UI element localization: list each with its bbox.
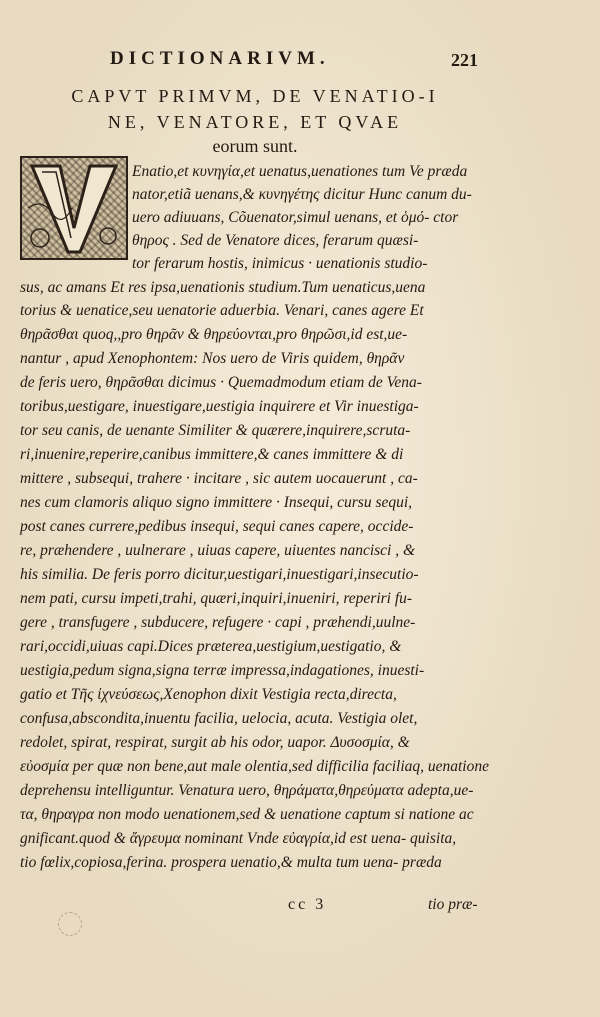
decorated-initial-v	[20, 156, 128, 260]
text-line: sus, ac amans Et res ipsa,uenationis studium.Tum uenaticus,uena	[20, 279, 426, 296]
text-line: uestigia,pedum signa,signa terræ impressa,indagationes, inuesti-	[20, 662, 425, 679]
text-line: rari,occidi,uiuas capi.Dices præterea,uestigium,uestigatio, &	[20, 638, 402, 655]
text-line: θηρος . Sed de Venatore dices, ferarum quæsi-	[132, 232, 419, 249]
text-line: nator,etiã uenans,& κυνηγέτης dicitur Hunc canum du-	[132, 186, 472, 203]
text-line: toribus,uestigare, inuestigare,uestigia inquirere et Vir inuestiga-	[20, 398, 419, 415]
text-line: mittere , subsequi, trahere · incitare , sic autem uocauerunt , ca-	[20, 470, 418, 487]
text-line: deprehensu intelliguntur. Venatura uero, θηράματα,θηρεύματα adepta,ue-	[20, 782, 474, 799]
chapter-title-line-1: CAPVT PRIMVM, DE VENATIO-I	[71, 86, 439, 106]
text-line: ri,inuenire,reperire,canibus immittere,& canes immittere & di	[20, 446, 404, 463]
text-line: nem pati, cursu impeti,trahi, quæri,inquiri,inueniri, reperiri fu-	[20, 590, 413, 607]
text-line: tor seu canis, de uenante Similiter & quærere,inquirere,scruta-	[20, 422, 411, 439]
chapter-title-line-2: NE, VENATORE, ET QVAE	[107, 112, 403, 132]
text-line: tio fœlix,copiosa,ferina. prospera uenatio,& multa tum uena- præda	[20, 854, 442, 871]
text-line: confusa,abscondita,inuentu facilia, uelocia, acuta. Vestigia olet,	[20, 710, 418, 727]
text-line: post canes currere,pedibus insequi, sequi canes capere, occide-	[20, 518, 414, 535]
text-line: uero adiuuans, Cõuenator,simul uenans, et ὁμό- ctor	[132, 209, 459, 226]
paper-stain	[58, 912, 82, 936]
text-line: gnificant.quod & ἄγρευμα nominant Vnde εὐαγρία,id est uena- quisita,	[20, 830, 457, 847]
text-line: redolet, spirat, respirat, surgit ab his odor, uapor. Δυσοσμία, &	[20, 734, 410, 751]
text-line: gatio et Τῆς ἰχνεύσεως,Xenophon dixit Vestigia recta,directa,	[20, 686, 397, 703]
text-line: de feris uero, θηρᾶσθαι dicimus · Quemadmodum etiam de Vena-	[20, 374, 422, 391]
page-number: 221	[451, 50, 478, 70]
text-line: gere , transfugere , subducere, refugere · capi , præhendi,uulne-	[20, 614, 416, 631]
text-line: τα, θηραγρα non modo uenationem,sed & uenatione captum si natione ac	[20, 806, 474, 823]
chapter-title-line-3: eorum sunt.	[212, 136, 298, 156]
running-title: DICTIONARIVM.	[110, 48, 330, 69]
text-line: εὐοσμία per quæ non bene,aut male olentia,sed difficilia faciliaq, uenatione	[20, 758, 489, 775]
text-line: Enatio,et κυνηγία,et uenatus,uenationes tum Ve præda	[132, 163, 468, 180]
text-line: tor ferarum hostis, inimicus · uenationis studio-	[132, 255, 428, 272]
signature-mark: cc 3	[288, 896, 327, 913]
text-line: torius & uenatice,seu uenatorie aduerbia. Venari, canes agere Et	[20, 302, 424, 319]
initial-letter-graphic	[22, 158, 126, 258]
text-line: re, præhendere , uulnerare , uiuas capere, uiuentes nancisci , &	[20, 542, 416, 559]
text-line: his similia. De feris porro dicitur,uestigari,inuestigari,insecutio-	[20, 566, 419, 583]
text-line: tio præ-	[428, 896, 478, 913]
text-line: nes cum clamoris aliquo signo immittere · Insequi, cursu sequi,	[20, 494, 413, 511]
text-line: θηρᾶσθαι quoq,,pro θηρᾶν & θηρεύονται,pro θηρῶσι,id est,ue-	[20, 326, 408, 343]
text-line: nantur , apud Xenophontem: Nos uero de Viris quidem, θηρᾶν	[20, 350, 405, 367]
